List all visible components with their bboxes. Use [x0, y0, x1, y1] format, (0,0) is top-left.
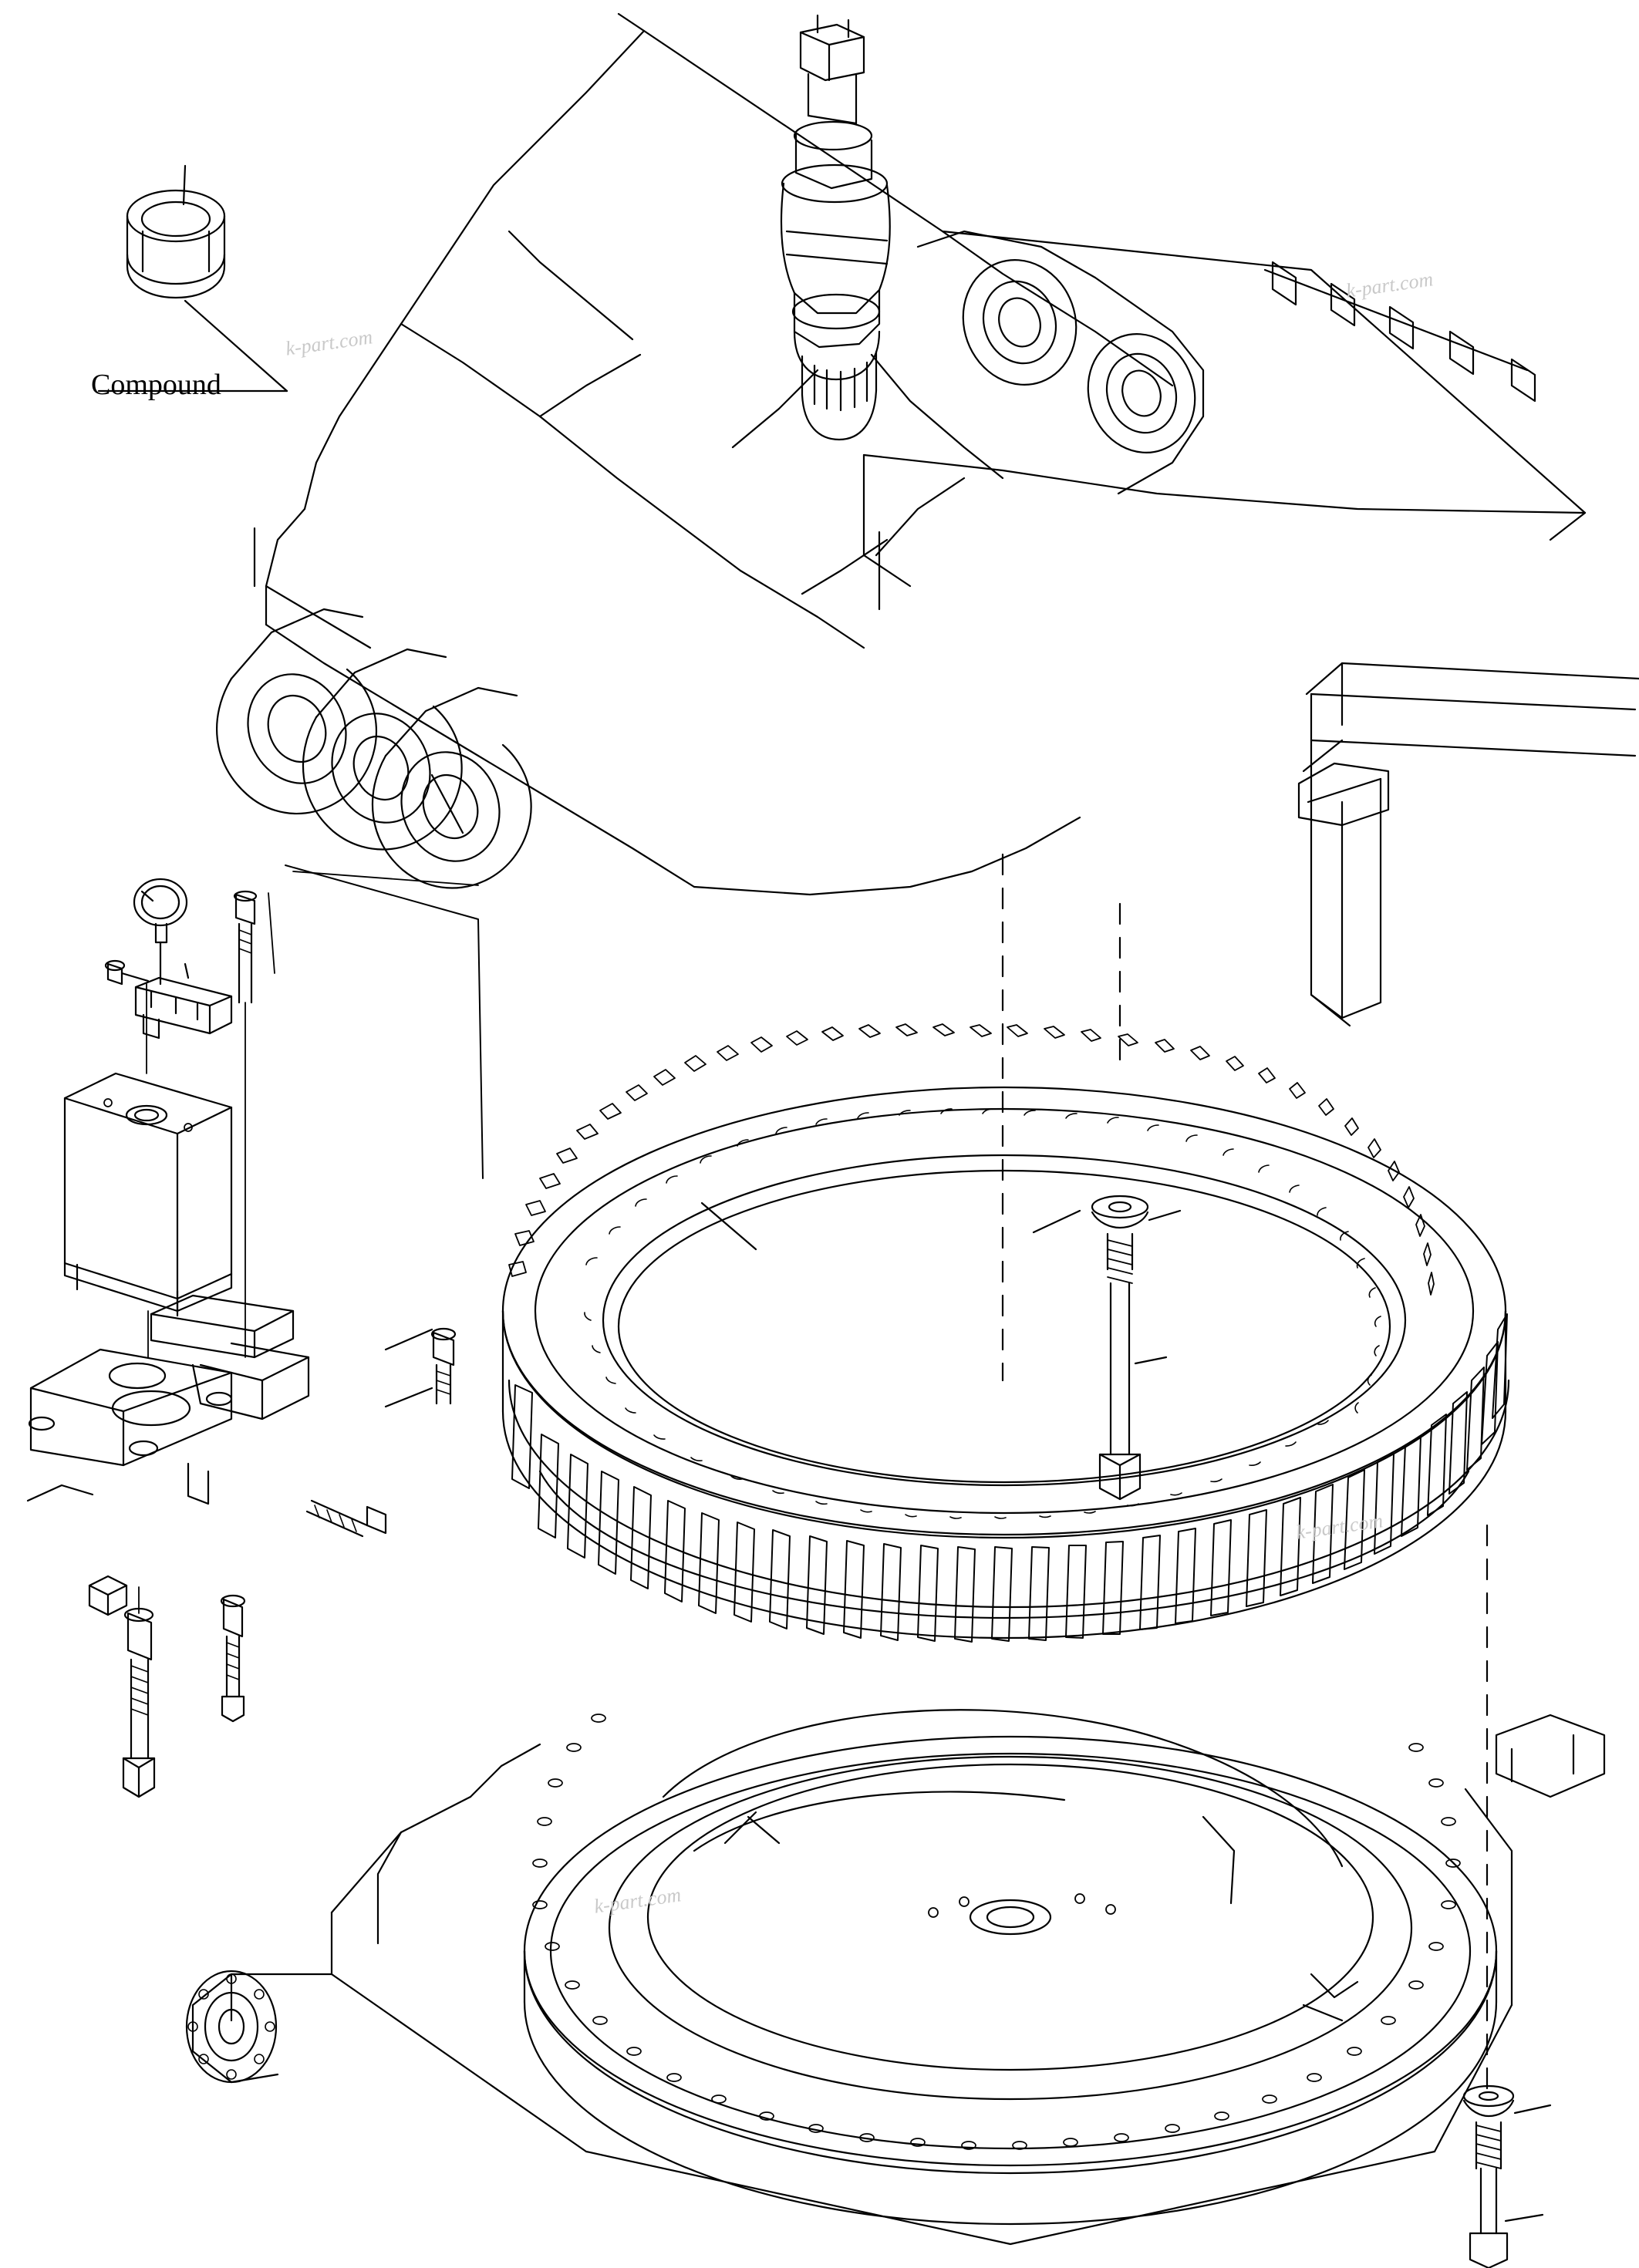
bolt-thin-angled [307, 1501, 386, 1536]
compound-label: Compound [91, 369, 221, 401]
fitting-screw-small [106, 961, 148, 984]
manifold-valve-block [136, 964, 231, 1038]
watermark-4: k-part.com [592, 1883, 683, 1918]
bolt-upper-left [234, 891, 256, 1003]
nut-lower-left [89, 1576, 126, 1615]
boom-foot-lug-left-1 [217, 609, 376, 814]
watermark-3: k-part.com [1294, 1509, 1384, 1544]
bolt-center-left [432, 1329, 455, 1404]
reservoir-tank-block [65, 1073, 231, 1316]
swing-bearing-ring-gear [503, 1024, 1509, 1642]
grease-compound-bushing [127, 166, 224, 298]
bracket-plate-assembly [28, 1296, 432, 1504]
mounting-bolt-long [1092, 1196, 1180, 1499]
upper-frame-assembly [217, 14, 1639, 1026]
pressure-gauge [134, 879, 187, 984]
bolt-lower-left-long [123, 1609, 154, 1797]
bolt-lower-left-short [221, 1596, 245, 1721]
swing-joint-manifold [781, 15, 890, 440]
cylinder-mount-boss-2 [1071, 318, 1211, 467]
lower-track-frame-mount [187, 1710, 1604, 2244]
boom-foot-lug-left-2 [303, 649, 462, 850]
mounting-bolt-lower [1464, 2086, 1550, 2268]
cylinder-mount-boss-1 [946, 244, 1093, 400]
watermark-1: k-part.com [284, 325, 374, 360]
watermark-2: k-part.com [1344, 268, 1435, 302]
